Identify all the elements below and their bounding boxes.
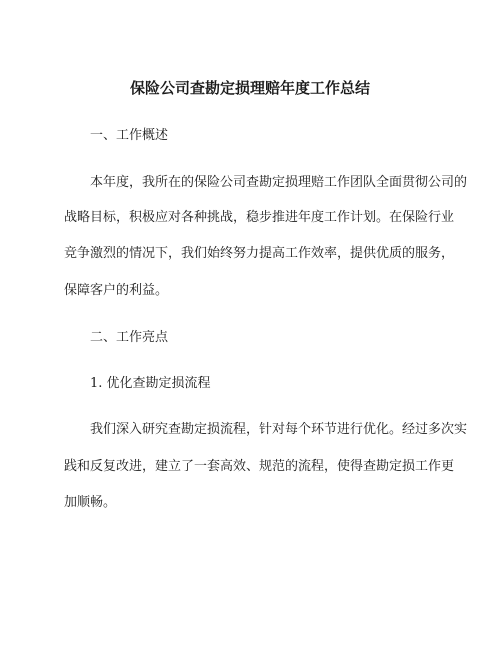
paragraph-line: 践和反复改进，建立了一套高效、规范的流程，使得查勘定损工作更 bbox=[64, 459, 455, 474]
paragraph-line: 保障客户的利益。 bbox=[64, 283, 169, 298]
section-heading-overview: 一、工作概述 bbox=[90, 128, 169, 143]
paragraph-line: 本年度，我所在的保险公司查勘定损理赔工作团队全面贯彻公司的 bbox=[90, 175, 468, 190]
document-title: 保险公司查勘定损理赔年度工作总结 bbox=[129, 79, 370, 97]
paragraph-line: 我们深入研究查勘定损流程，针对每个环节进行优化。经过多次实 bbox=[90, 422, 468, 437]
paragraph-line: 竞争激烈的情况下，我们始终努力提高工作效率，提供优质的服务， bbox=[64, 246, 455, 261]
subsection-heading: 1. 优化查勘定损流程 bbox=[90, 376, 211, 391]
paragraph-line: 加顺畅。 bbox=[64, 495, 117, 510]
section-heading-highlights: 二、工作亮点 bbox=[90, 330, 169, 345]
paragraph-line: 战略目标，积极应对各种挑战，稳步推进年度工作计划。在保险行业 bbox=[64, 210, 455, 225]
